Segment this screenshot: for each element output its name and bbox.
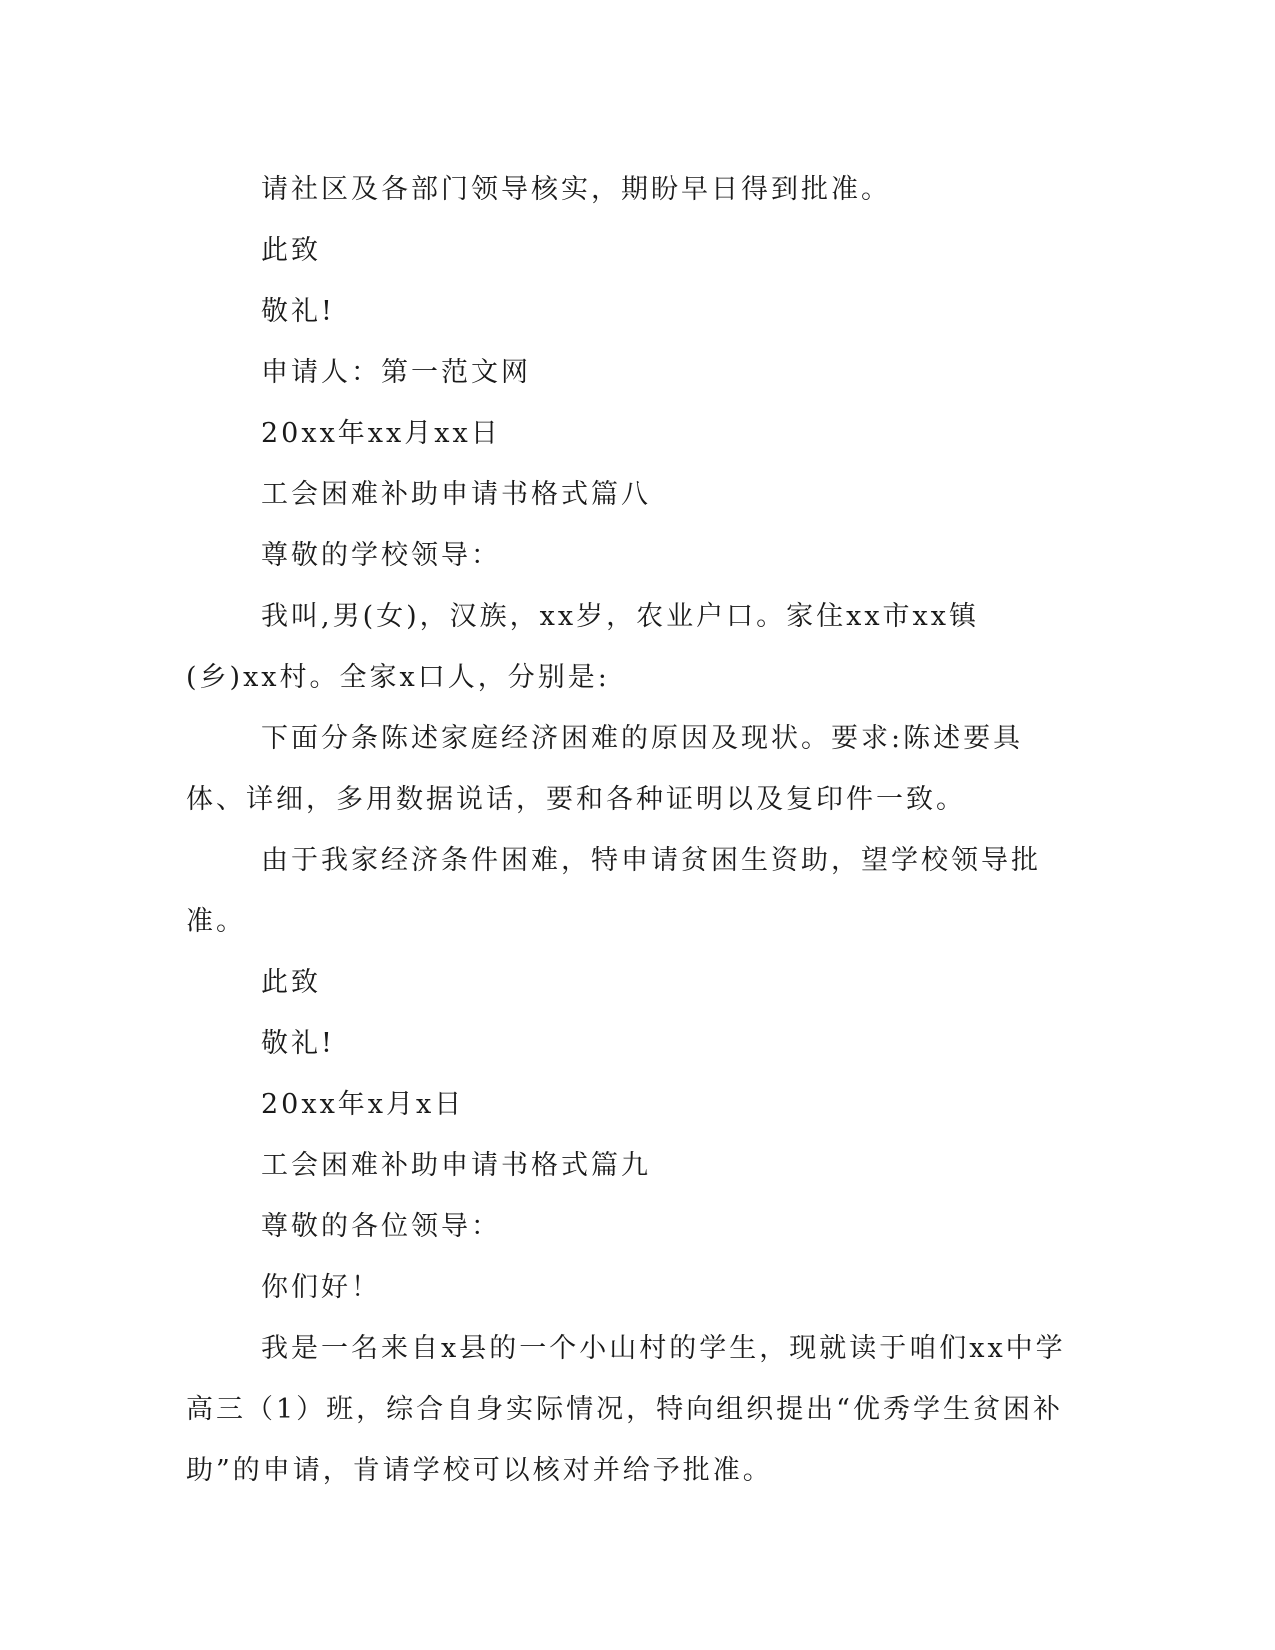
paragraph-closing-cizhi: 此致 [261,235,321,266]
paragraph-salutation-school: 尊敬的学校领导： [261,540,501,571]
paragraph-greeting: 你们好！ [261,1272,381,1303]
paragraph-date: 20xx年xx月xx日 [261,418,501,449]
paragraph-request-aid: 由于我家经济条件困难，特申请贫困生资助，望学校领导批准。 [186,845,1041,937]
paragraph-hardship-instructions: 下面分条陈述家庭经济困难的原因及现状。要求:陈述要具体、详细，多用数据说话，要和各种证明以及复印件一致。 [186,723,1024,815]
paragraph-closing-cizhi: 此致 [261,967,321,998]
paragraph-closing-jingli: 敬礼! [261,1028,335,1059]
paragraph-closing-jingli: 敬礼! [261,296,335,327]
paragraph-verify-request: 请社区及各部门领导核实，期盼早日得到批准。 [261,174,891,205]
paragraph-salutation-leaders: 尊敬的各位领导： [261,1211,501,1242]
paragraph-self-introduction: 我叫,男(女)，汉族，xx岁，农业户口。家住xx市xx镇(乡)xx村。全家x口人，分别是: [186,601,980,693]
paragraph-student-application: 我是一名来自x县的一个小山村的学生，现就读于咱们xx中学高三（1）班，综合自身实际情况，特向组织提出“优秀学生贫困补助”的申请，肯请学校可以核对并给予批准。 [186,1333,1066,1486]
section-heading-eight: 工会困难补助申请书格式篇八 [261,479,651,510]
document-body [186,159,1066,1501]
paragraph-date: 20xx年x月x日 [261,1089,465,1120]
section-heading-nine: 工会困难补助申请书格式篇九 [261,1150,651,1181]
paragraph-applicant: 申请人：第一范文网 [261,357,531,388]
